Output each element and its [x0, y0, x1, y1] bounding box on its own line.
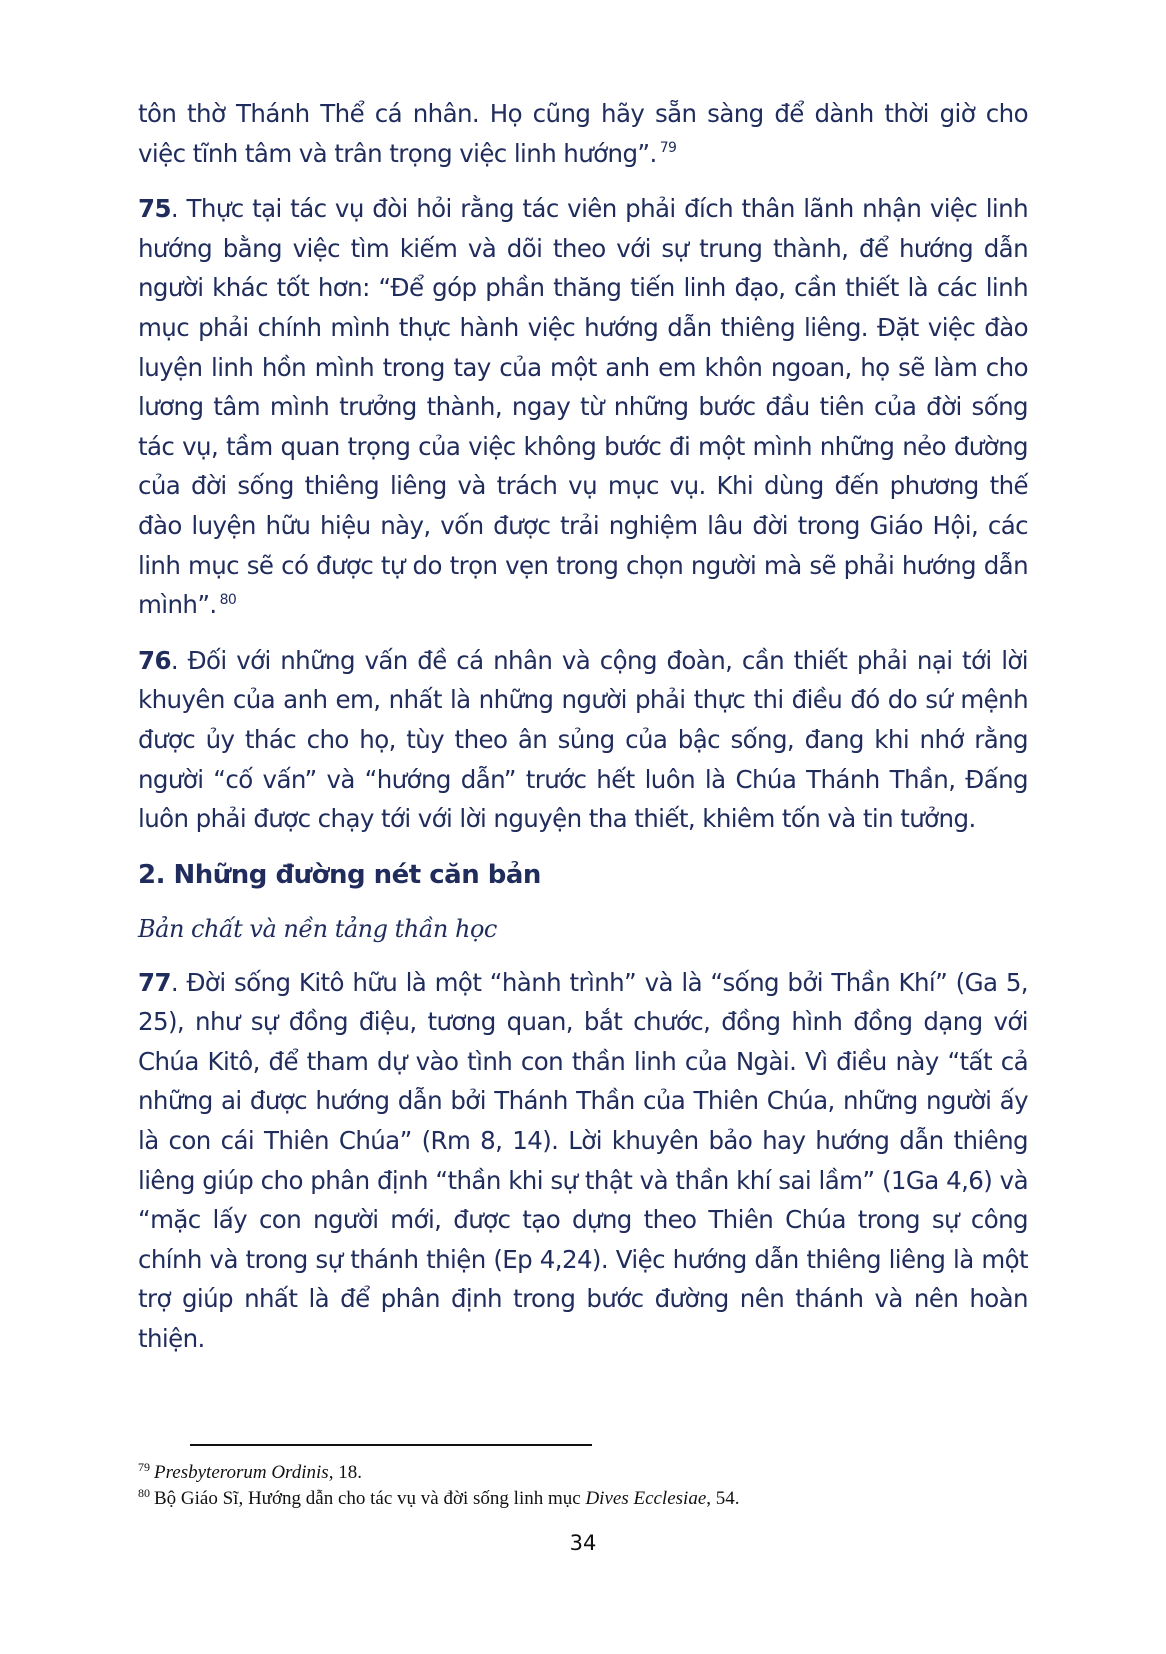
- paragraph-75: [138, 189, 1028, 625]
- footnote-text: , 54.: [706, 1488, 740, 1509]
- paragraph-number: 75: [138, 194, 171, 224]
- footnote-mark: 80: [138, 1485, 150, 1500]
- section-heading: 2. Những đường nét căn bản: [138, 859, 541, 890]
- paragraph-continued: [138, 94, 1028, 173]
- footnotes: [138, 1460, 1038, 1512]
- paragraph-77: [138, 963, 1028, 1359]
- footnote-reference: 79: [659, 140, 677, 157]
- paragraph-number: 76: [138, 645, 171, 675]
- paragraph-number: 77: [138, 967, 171, 997]
- paragraph-text: tôn thờ Thánh Thể cá nhân. Họ cũng hãy sẵn sàng để dành thời giờ cho việc tĩnh tâm và trân trọng việc linh hướng”.: [138, 99, 1028, 168]
- footnote-80: [138, 1486, 1038, 1512]
- footnote-79: [138, 1460, 1038, 1486]
- paragraph-text: . Đời sống Kitô hữu là một “hành trình” và là “sống bởi Thần Khí” (Ga 5, 25), như sự đồng điệu, tương quan, bắt chước, đồng hình đồng dạng với Chúa Kitô, để tham dự vào tình con thần linh của Ngài. Vì điều này “tất cả những ai được hướng dẫn bởi Thánh Thần của Thiên Chúa, những người ấy là con cái Thiên Chúa” (Rm 8, 14). Lời khuyên bảo hay hướng dẫn thiêng liêng giúp cho phân định “thần khi sự thật và thần khí sai lầm” (1Ga 4,6) và “mặc lấy con người mới, được tạo dựng theo Thiên Chúa trong sự công chính và trong sự thánh thiện (Ep 4,24). Việc hướng dẫn thiêng liêng là một trợ giúp nhất là để phân định trong bước đường nên thánh và nên hoàn thiện.: [138, 967, 1028, 1354]
- footnote-text: , 18.: [328, 1462, 362, 1483]
- footnote-divider: [190, 1444, 592, 1446]
- paragraph-text: . Đối với những vấn đề cá nhân và cộng đoàn, cần thiết phải nại tới lời khuyên của anh em, nhất là những người phải thực thi điều đó do sứ mệnh được ủy thác cho họ, tùy theo ân sủng của bậc sống, đang khi nhớ rằng người “cố vấn” và “hướng dẫn” trước hết luôn là Chúa Thánh Thần, Đấng luôn phải được chạy tới với lời nguyện tha thiết, khiêm tốn và tin tưởng.: [138, 645, 1028, 834]
- paragraph-text: . Thực tại tác vụ đòi hỏi rằng tác viên phải đích thân lãnh nhận việc linh hướng bằng việc tìm kiếm và dõi theo với sự trung thành, để hướng dẫn người khác tốt hơn: “Để góp phần thăng tiến linh đạo, cần thiết là các linh mục phải chính mình thực hành việc hướng dẫn thiêng liêng. Đặt việc đào luyện linh hồn mình trong tay của một anh em khôn ngoan, họ sẽ làm cho lương tâm mình trưởng thành, ngay từ những bước đầu tiên của đời sống tác vụ, tầm quan trọng của việc không bước đi một mình những nẻo đường của đời sống thiêng liêng và trách vụ mục vụ. Khi dùng đến phương thế đào luyện hữu hiệu này, vốn được trải nghiệm lâu đời trong Giáo Hội, các linh mục sẽ có được tự do trọn vẹn trong chọn người mà sẽ phải hướng dẫn mình”.: [138, 194, 1028, 620]
- footnote-reference: 80: [219, 591, 237, 608]
- page-number: 34: [569, 1531, 597, 1555]
- footnote-title: Presbyterorum Ordinis: [154, 1462, 329, 1483]
- section-subheading: Bản chất và nền tảng thần học: [138, 914, 497, 943]
- paragraph-76: [138, 641, 1028, 839]
- footnote-prefix: Bộ Giáo Sĩ, Hướng dẫn cho tác vụ và đời sống linh mục: [154, 1488, 586, 1509]
- footnote-mark: 79: [138, 1459, 150, 1474]
- footnote-title: Dives Ecclesiae: [585, 1488, 707, 1509]
